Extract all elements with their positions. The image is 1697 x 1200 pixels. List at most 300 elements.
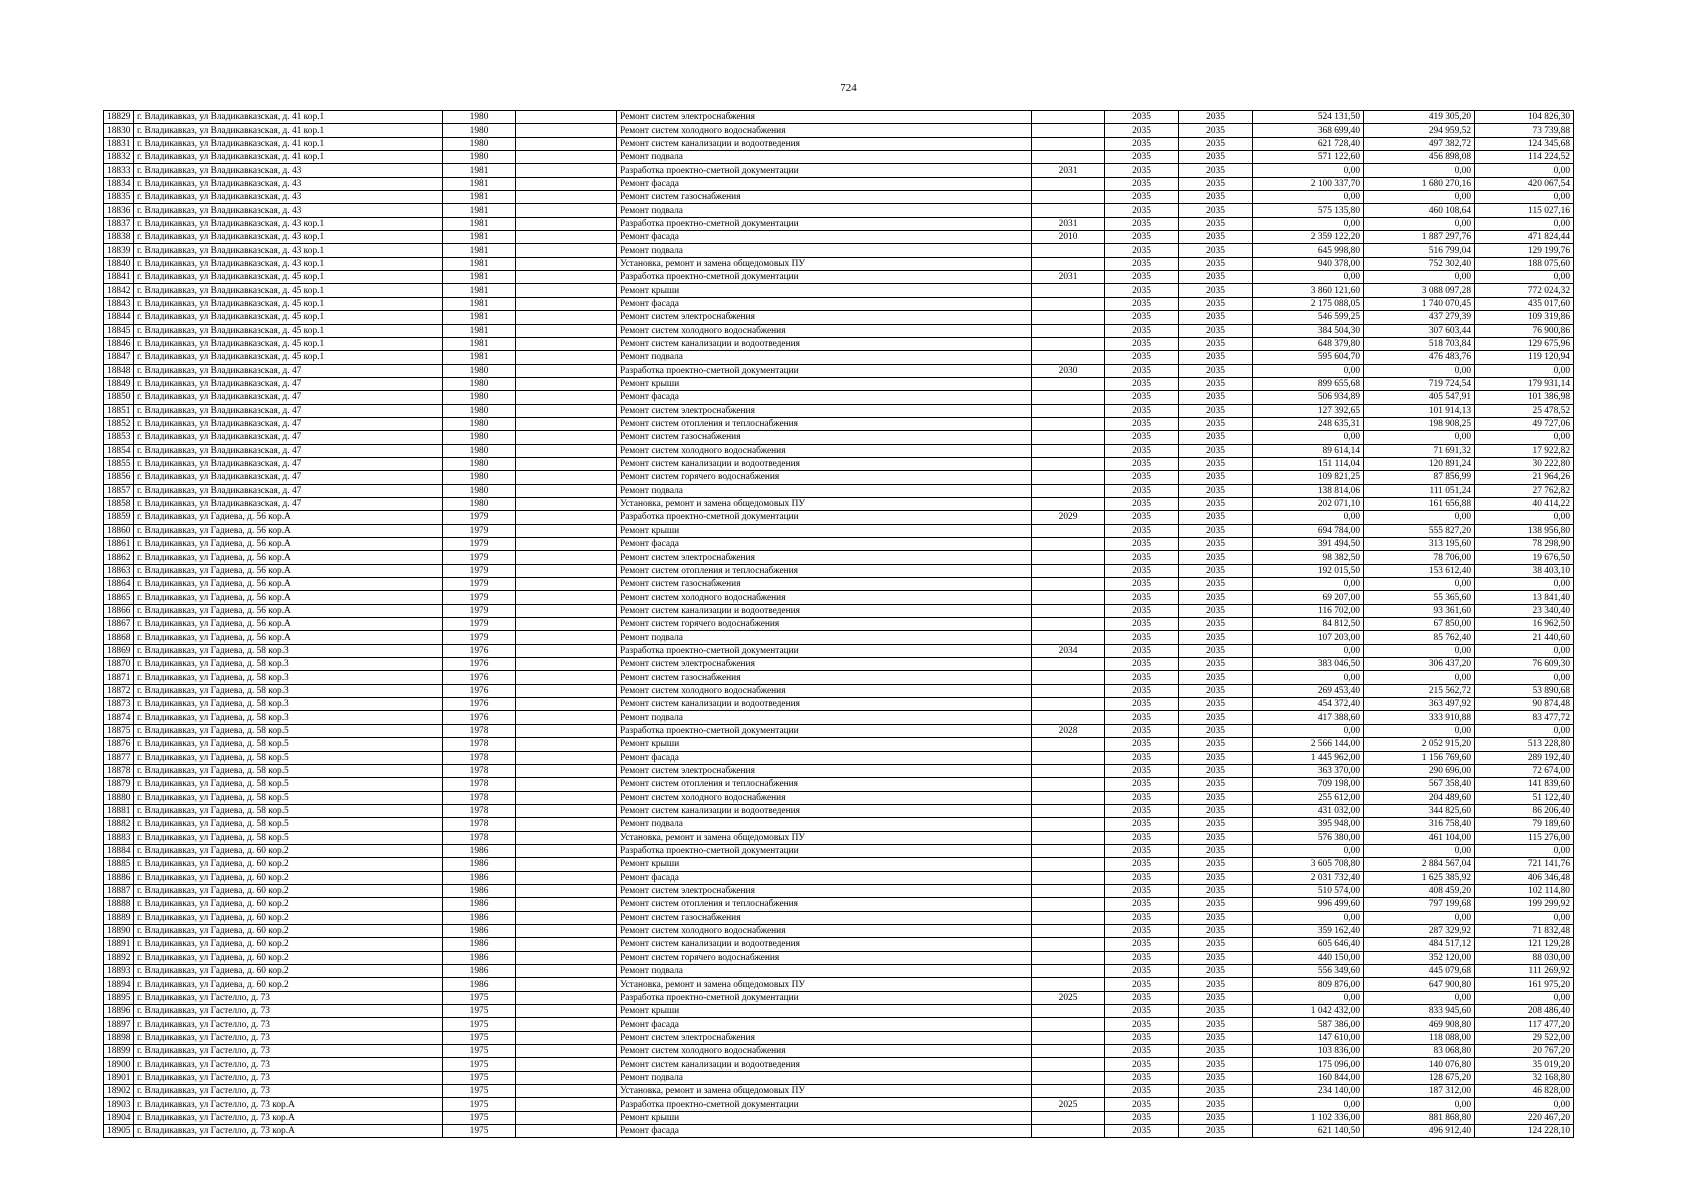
cell-work: Ремонт систем электроснабжения [617,404,1032,417]
cell-id: 18880 [104,791,134,804]
cell-build_year: 1978 [443,791,516,804]
cell-work: Ремонт подвала [617,818,1032,831]
cell-id: 18894 [104,978,134,991]
cell-empty [516,1005,617,1018]
cell-pd_year [1032,1058,1105,1071]
table-row [104,738,1574,751]
cell-work: Ремонт крыши [617,284,1032,297]
cell-build_year: 1975 [443,1111,516,1124]
cell-build_year: 1979 [443,578,516,591]
cell-pd_year [1032,658,1105,671]
cell-owners: 101 386,98 [1475,391,1574,404]
cell-year_end: 2035 [1179,951,1253,964]
cell-pd_year [1032,1031,1105,1044]
cell-build_year: 1980 [443,431,516,444]
cell-id: 18849 [104,377,134,390]
cell-year_start: 2035 [1105,1111,1179,1124]
cell-year_start: 2035 [1105,551,1179,564]
cell-year_end: 2035 [1179,484,1253,497]
cell-year_end: 2035 [1179,965,1253,978]
cell-total: 269 453,40 [1253,684,1364,697]
cell-year_start: 2035 [1105,457,1179,470]
cell-pd_year [1032,844,1105,857]
cell-pd_year: 2030 [1032,364,1105,377]
table-row [104,911,1574,924]
cell-owners: 138 956,80 [1475,524,1574,537]
cell-pd_year [1032,177,1105,190]
cell-year_end: 2035 [1179,658,1253,671]
cell-total: 202 071,10 [1253,497,1364,510]
cell-owners: 471 824,44 [1475,231,1574,244]
cell-total: 109 821,25 [1253,471,1364,484]
cell-year_end: 2035 [1179,471,1253,484]
cell-work: Ремонт фасада [617,871,1032,884]
cell-address: г. Владикавказ, ул Гадиева, д. 60 кор.2 [134,978,443,991]
cell-pd_year [1032,497,1105,510]
cell-empty [516,1071,617,1084]
cell-id: 18858 [104,497,134,510]
cell-owners: 435 017,60 [1475,297,1574,310]
table-row [104,791,1574,804]
cell-year_end: 2035 [1179,831,1253,844]
cell-year_start: 2035 [1105,751,1179,764]
cell-id: 18887 [104,884,134,897]
cell-empty [516,924,617,937]
cell-owners: 0,00 [1475,431,1574,444]
cell-year_end: 2035 [1179,1058,1253,1071]
cell-address: г. Владикавказ, ул Гадиева, д. 58 кор.5 [134,804,443,817]
cell-work: Ремонт систем горячего водоснабжения [617,951,1032,964]
cell-build_year: 1976 [443,658,516,671]
cell-year_end: 2035 [1179,724,1253,737]
cell-fund: 204 489,60 [1364,791,1475,804]
cell-empty [516,1031,617,1044]
cell-owners: 21 964,26 [1475,471,1574,484]
cell-build_year: 1980 [443,417,516,430]
cell-address: г. Владикавказ, ул Владикавказская, д. 45 кор.1 [134,297,443,310]
cell-fund: 187 312,00 [1364,1085,1475,1098]
cell-year_end: 2035 [1179,804,1253,817]
table-row [104,631,1574,644]
cell-fund: 437 279,39 [1364,311,1475,324]
cell-id: 18830 [104,124,134,137]
cell-pd_year [1032,631,1105,644]
cell-fund: 0,00 [1364,578,1475,591]
cell-fund: 797 199,68 [1364,898,1475,911]
table-row [104,965,1574,978]
cell-work: Ремонт систем канализации и водоотведения [617,938,1032,951]
cell-year_start: 2035 [1105,524,1179,537]
cell-year_start: 2035 [1105,404,1179,417]
cell-year_end: 2035 [1179,1045,1253,1058]
cell-owners: 121 129,28 [1475,938,1574,951]
cell-work: Ремонт систем отопления и теплоснабжения [617,778,1032,791]
cell-empty [516,524,617,537]
cell-total: 0,00 [1253,1098,1364,1111]
cell-pd_year [1032,111,1105,124]
cell-address: г. Владикавказ, ул Гастелло, д. 73 [134,1071,443,1084]
cell-empty [516,444,617,457]
cell-pd_year [1032,377,1105,390]
cell-id: 18870 [104,658,134,671]
table-row [104,231,1574,244]
cell-address: г. Владикавказ, ул Гадиева, д. 56 кор.А [134,604,443,617]
cell-pd_year [1032,884,1105,897]
cell-year_end: 2035 [1179,217,1253,230]
cell-owners: 0,00 [1475,1098,1574,1111]
cell-total: 648 379,80 [1253,337,1364,350]
cell-pd_year: 2025 [1032,991,1105,1004]
cell-fund: 290 696,00 [1364,764,1475,777]
cell-build_year: 1975 [443,1071,516,1084]
cell-year_end: 2035 [1179,497,1253,510]
cell-fund: 153 612,40 [1364,564,1475,577]
cell-total: 431 032,00 [1253,804,1364,817]
cell-fund: 78 706,00 [1364,551,1475,564]
table-row [104,1005,1574,1018]
cell-pd_year [1032,204,1105,217]
cell-address: г. Владикавказ, ул Владикавказская, д. 47 [134,431,443,444]
cell-address: г. Владикавказ, ул Владикавказская, д. 45 кор.1 [134,351,443,364]
cell-fund: 161 656,88 [1364,497,1475,510]
cell-id: 18893 [104,965,134,978]
cell-address: г. Владикавказ, ул Гадиева, д. 58 кор.5 [134,831,443,844]
cell-work: Ремонт крыши [617,738,1032,751]
cell-build_year: 1986 [443,884,516,897]
cell-build_year: 1975 [443,991,516,1004]
cell-address: г. Владикавказ, ул Гадиева, д. 60 кор.2 [134,924,443,937]
cell-empty [516,1111,617,1124]
cell-owners: 73 739,88 [1475,124,1574,137]
cell-build_year: 1986 [443,911,516,924]
table-row [104,124,1574,137]
cell-year_end: 2035 [1179,858,1253,871]
cell-build_year: 1976 [443,711,516,724]
cell-fund: 294 959,52 [1364,124,1475,137]
cell-year_end: 2035 [1179,618,1253,631]
cell-owners: 721 141,76 [1475,858,1574,871]
cell-empty [516,284,617,297]
cell-build_year: 1979 [443,524,516,537]
cell-empty [516,684,617,697]
cell-fund: 476 483,76 [1364,351,1475,364]
cell-year_end: 2035 [1179,538,1253,551]
table-row [104,1125,1574,1138]
cell-pd_year [1032,671,1105,684]
cell-work: Ремонт систем отопления и теплоснабжения [617,564,1032,577]
cell-year_end: 2035 [1179,337,1253,350]
cell-year_start: 2035 [1105,471,1179,484]
cell-fund: 55 365,60 [1364,591,1475,604]
cell-year_end: 2035 [1179,844,1253,857]
cell-pd_year [1032,564,1105,577]
cell-owners: 38 403,10 [1475,564,1574,577]
cell-fund: 3 088 097,28 [1364,284,1475,297]
cell-build_year: 1986 [443,898,516,911]
cell-fund: 215 562,72 [1364,684,1475,697]
cell-year_end: 2035 [1179,177,1253,190]
cell-owners: 40 414,22 [1475,497,1574,510]
cell-owners: 102 114,80 [1475,884,1574,897]
cell-total: 556 349,60 [1253,965,1364,978]
cell-total: 248 635,31 [1253,417,1364,430]
cell-year_start: 2035 [1105,417,1179,430]
cell-work: Разработка проектно-сметной документации [617,164,1032,177]
cell-work: Ремонт фасада [617,1125,1032,1138]
cell-pd_year: 2025 [1032,1098,1105,1111]
cell-fund: 516 799,04 [1364,244,1475,257]
cell-total: 368 699,40 [1253,124,1364,137]
cell-build_year: 1980 [443,111,516,124]
cell-address: г. Владикавказ, ул Гадиева, д. 56 кор.А [134,631,443,644]
cell-id: 18853 [104,431,134,444]
cell-build_year: 1975 [443,1098,516,1111]
cell-work: Ремонт подвала [617,484,1032,497]
cell-id: 18866 [104,604,134,617]
cell-owners: 53 890,68 [1475,684,1574,697]
cell-year_end: 2035 [1179,364,1253,377]
cell-total: 107 203,00 [1253,631,1364,644]
cell-year_end: 2035 [1179,1085,1253,1098]
cell-year_start: 2035 [1105,711,1179,724]
cell-empty [516,364,617,377]
cell-address: г. Владикавказ, ул Гадиева, д. 58 кор.5 [134,764,443,777]
table-row [104,1098,1574,1111]
cell-fund: 344 825,60 [1364,804,1475,817]
cell-year_start: 2035 [1105,991,1179,1004]
cell-address: г. Владикавказ, ул Владикавказская, д. 41 кор.1 [134,124,443,137]
cell-address: г. Владикавказ, ул Гадиева, д. 58 кор.5 [134,791,443,804]
cell-id: 18873 [104,698,134,711]
cell-id: 18865 [104,591,134,604]
cell-pd_year [1032,404,1105,417]
cell-owners: 88 030,00 [1475,951,1574,964]
cell-pd_year [1032,924,1105,937]
cell-work: Ремонт систем холодного водоснабжения [617,684,1032,697]
table-row [104,1071,1574,1084]
cell-pd_year [1032,351,1105,364]
cell-empty [516,1045,617,1058]
cell-fund: 85 762,40 [1364,631,1475,644]
cell-address: г. Владикавказ, ул Гастелло, д. 73 [134,1031,443,1044]
cell-build_year: 1975 [443,1058,516,1071]
cell-empty [516,511,617,524]
cell-total: 0,00 [1253,671,1364,684]
cell-pd_year [1032,551,1105,564]
cell-address: г. Владикавказ, ул Гадиева, д. 56 кор.А [134,511,443,524]
cell-fund: 306 437,20 [1364,658,1475,671]
cell-build_year: 1986 [443,951,516,964]
cell-work: Ремонт систем электроснабжения [617,1031,1032,1044]
cell-work: Ремонт фасада [617,231,1032,244]
cell-address: г. Владикавказ, ул Гастелло, д. 73 кор.А [134,1111,443,1124]
cell-address: г. Владикавказ, ул Владикавказская, д. 45 кор.1 [134,311,443,324]
cell-year_end: 2035 [1179,191,1253,204]
cell-owners: 220 467,20 [1475,1111,1574,1124]
cell-address: г. Владикавказ, ул Гастелло, д. 73 [134,1005,443,1018]
cell-work: Ремонт фасада [617,177,1032,190]
cell-year_end: 2035 [1179,991,1253,1004]
cell-address: г. Владикавказ, ул Владикавказская, д. 43 [134,204,443,217]
cell-year_start: 2035 [1105,1085,1179,1098]
cell-fund: 496 912,40 [1364,1125,1475,1138]
cell-pd_year [1032,604,1105,617]
cell-fund: 0,00 [1364,271,1475,284]
cell-work: Установка, ремонт и замена общедомовых ПУ [617,1085,1032,1098]
cell-owners: 161 975,20 [1475,978,1574,991]
page-number: 724 [840,82,857,94]
cell-id: 18836 [104,204,134,217]
cell-fund: 101 914,13 [1364,404,1475,417]
cell-work: Разработка проектно-сметной документации [617,271,1032,284]
cell-year_end: 2035 [1179,324,1253,337]
cell-fund: 313 195,60 [1364,538,1475,551]
cell-address: г. Владикавказ, ул Гастелло, д. 73 [134,1018,443,1031]
cell-address: г. Владикавказ, ул Гадиева, д. 56 кор.А [134,578,443,591]
cell-owners: 0,00 [1475,644,1574,657]
cell-id: 18892 [104,951,134,964]
cell-owners: 0,00 [1475,578,1574,591]
cell-work: Ремонт систем канализации и водоотведения [617,1058,1032,1071]
cell-total: 2 566 144,00 [1253,738,1364,751]
cell-pd_year [1032,311,1105,324]
cell-address: г. Владикавказ, ул Владикавказская, д. 47 [134,391,443,404]
cell-year_start: 2035 [1105,111,1179,124]
cell-empty [516,804,617,817]
cell-owners: 179 931,14 [1475,377,1574,390]
cell-year_start: 2035 [1105,497,1179,510]
cell-id: 18901 [104,1071,134,1084]
cell-year_start: 2035 [1105,738,1179,751]
cell-year_end: 2035 [1179,1111,1253,1124]
cell-build_year: 1979 [443,604,516,617]
cell-empty [516,831,617,844]
cell-total: 940 378,00 [1253,257,1364,270]
cell-address: г. Владикавказ, ул Гадиева, д. 58 кор.5 [134,818,443,831]
cell-fund: 719 724,54 [1364,377,1475,390]
cell-address: г. Владикавказ, ул Владикавказская, д. 41 кор.1 [134,137,443,150]
cell-year_end: 2035 [1179,311,1253,324]
cell-fund: 456 898,08 [1364,151,1475,164]
cell-fund: 881 868,80 [1364,1111,1475,1124]
cell-pd_year [1032,124,1105,137]
cell-total: 0,00 [1253,511,1364,524]
cell-owners: 21 440,60 [1475,631,1574,644]
cell-pd_year [1032,578,1105,591]
cell-id: 18852 [104,417,134,430]
cell-year_end: 2035 [1179,1125,1253,1138]
cell-total: 234 140,00 [1253,1085,1364,1098]
cell-work: Ремонт подвала [617,1071,1032,1084]
cell-owners: 79 189,60 [1475,818,1574,831]
cell-pd_year [1032,951,1105,964]
table-row [104,391,1574,404]
cell-build_year: 1979 [443,538,516,551]
cell-address: г. Владикавказ, ул Владикавказская, д. 45 кор.1 [134,337,443,350]
cell-total: 3 860 121,60 [1253,284,1364,297]
cell-pd_year: 2031 [1032,164,1105,177]
cell-year_start: 2035 [1105,538,1179,551]
cell-work: Ремонт крыши [617,524,1032,537]
cell-year_start: 2035 [1105,764,1179,777]
cell-work: Ремонт систем канализации и водоотведения [617,804,1032,817]
cell-pd_year [1032,417,1105,430]
cell-address: г. Владикавказ, ул Гастелло, д. 73 [134,1085,443,1098]
cell-id: 18838 [104,231,134,244]
cell-total: 595 604,70 [1253,351,1364,364]
cell-pd_year [1032,871,1105,884]
cell-address: г. Владикавказ, ул Гастелло, д. 73 [134,1058,443,1071]
table-row [104,991,1574,1004]
cell-total: 2 100 337,70 [1253,177,1364,190]
cell-year_end: 2035 [1179,738,1253,751]
cell-year_start: 2035 [1105,164,1179,177]
cell-work: Ремонт систем электроснабжения [617,551,1032,564]
cell-work: Ремонт фасада [617,1018,1032,1031]
cell-year_start: 2035 [1105,271,1179,284]
cell-id: 18855 [104,457,134,470]
cell-build_year: 1975 [443,1005,516,1018]
cell-empty [516,217,617,230]
cell-empty [516,271,617,284]
cell-address: г. Владикавказ, ул Владикавказская, д. 47 [134,484,443,497]
cell-empty [516,244,617,257]
cell-address: г. Владикавказ, ул Владикавказская, д. 47 [134,364,443,377]
cell-build_year: 1980 [443,497,516,510]
table-row [104,417,1574,430]
cell-year_end: 2035 [1179,884,1253,897]
cell-work: Ремонт систем электроснабжения [617,658,1032,671]
cell-total: 151 114,04 [1253,457,1364,470]
table-row [104,364,1574,377]
cell-address: г. Владикавказ, ул Гадиева, д. 58 кор.5 [134,778,443,791]
cell-pd_year [1032,591,1105,604]
cell-fund: 1 887 297,76 [1364,231,1475,244]
cell-id: 18831 [104,137,134,150]
cell-pd_year [1032,1111,1105,1124]
cell-work: Ремонт систем холодного водоснабжения [617,124,1032,137]
cell-owners: 0,00 [1475,671,1574,684]
cell-address: г. Владикавказ, ул Гадиева, д. 58 кор.3 [134,698,443,711]
cell-owners: 30 222,80 [1475,457,1574,470]
cell-total: 1 102 336,00 [1253,1111,1364,1124]
cell-address: г. Владикавказ, ул Владикавказская, д. 43 [134,191,443,204]
cell-owners: 76 609,30 [1475,658,1574,671]
cell-total: 116 702,00 [1253,604,1364,617]
cell-owners: 115 027,16 [1475,204,1574,217]
table-row [104,151,1574,164]
cell-year_start: 2035 [1105,284,1179,297]
cell-year_start: 2035 [1105,578,1179,591]
cell-owners: 23 340,40 [1475,604,1574,617]
cell-work: Установка, ремонт и замена общедомовых ПУ [617,831,1032,844]
table-row [104,1018,1574,1031]
cell-fund: 0,00 [1364,364,1475,377]
cell-build_year: 1975 [443,1125,516,1138]
cell-owners: 19 676,50 [1475,551,1574,564]
cell-build_year: 1976 [443,671,516,684]
cell-year_end: 2035 [1179,244,1253,257]
cell-id: 18871 [104,671,134,684]
cell-empty [516,191,617,204]
cell-work: Ремонт систем канализации и водоотведения [617,698,1032,711]
table-row [104,271,1574,284]
cell-id: 18884 [104,844,134,857]
cell-year_end: 2035 [1179,137,1253,150]
table-row [104,497,1574,510]
table-row [104,684,1574,697]
cell-total: 576 380,00 [1253,831,1364,844]
